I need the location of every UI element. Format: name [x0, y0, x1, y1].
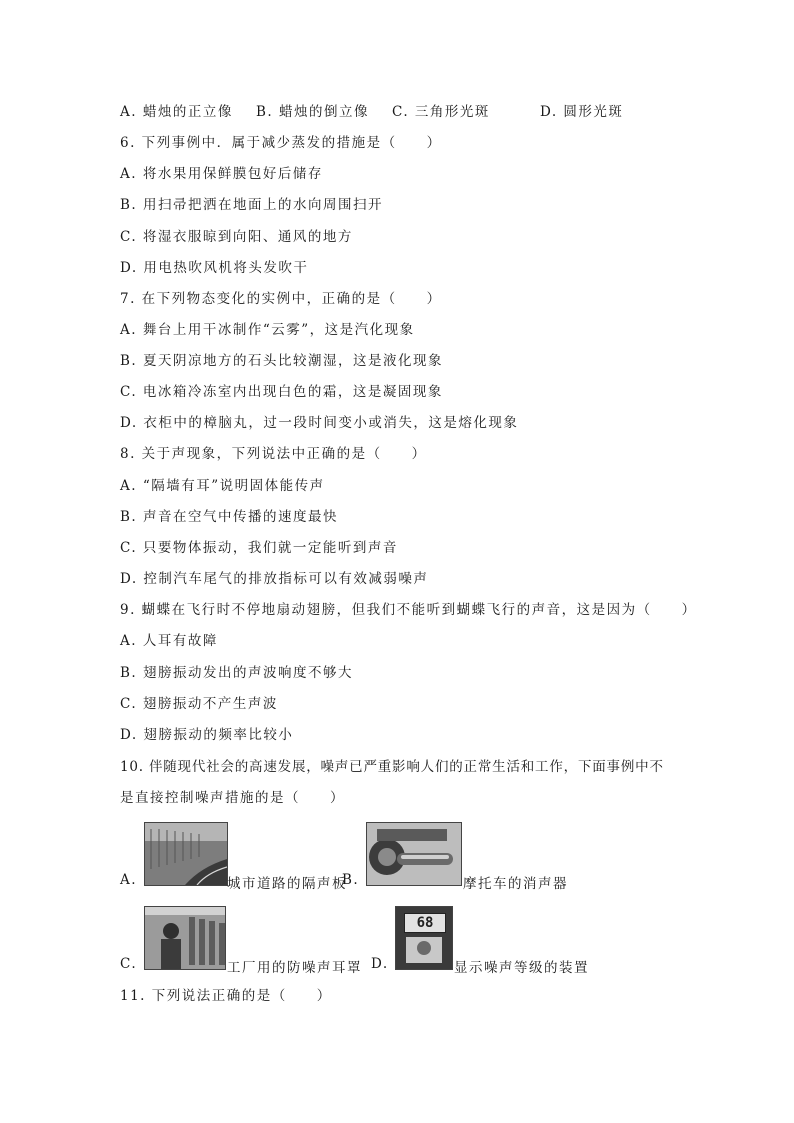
q10-option-b-letter: B.	[342, 872, 360, 888]
q6-option-a: A. 将水果用保鲜膜包好后储存	[120, 166, 323, 182]
q7-option-d: D. 衣柜中的樟脑丸，过一段时间变小或消失，这是熔化现象	[120, 415, 519, 431]
q8-option-b: B. 声音在空气中传播的速度最快	[120, 509, 339, 525]
q8-option-c: C. 只要物体振动，我们就一定能听到声音	[120, 540, 398, 556]
q9-option-a: A. 人耳有故障	[120, 633, 218, 649]
noise-display-photo	[395, 906, 453, 970]
factory-earmuff-image	[145, 907, 225, 969]
q7-stem: 7. 在下列物态变化的实例中，正确的是（ ）	[120, 291, 442, 307]
q10-option-b-caption: 摩托车的消声器	[463, 876, 568, 892]
q5-option-d: D. 圆形光斑	[540, 104, 624, 120]
q10-option-c-letter: C.	[120, 956, 138, 972]
factory-earmuff-photo	[144, 906, 226, 970]
q8-option-a: A. “隔墙有耳”说明固体能传声	[120, 478, 325, 494]
q10-option-d-letter: D.	[371, 956, 389, 972]
motorcycle-muffler-image	[367, 823, 461, 885]
q7-option-a: A. 舞台上用干冰制作“云雾”，这是汽化现象	[120, 322, 415, 338]
road-barrier-photo	[144, 822, 228, 886]
q10-stem-line2: 是直接控制噪声措施的是（ ）	[120, 790, 345, 806]
q8-stem: 8. 关于声现象，下列说法中正确的是（ ）	[120, 446, 427, 462]
q11-stem: 11. 下列说法正确的是（ ）	[120, 988, 332, 1004]
q10-option-d-caption: 显示噪声等级的装置	[454, 960, 589, 976]
noise-display-screen: 68	[404, 913, 446, 933]
q7-option-c: C. 电冰箱冷冻室内出现白色的霜，这是凝固现象	[120, 384, 443, 400]
q9-stem: 9. 蝴蝶在飞行时不停地扇动翅膀，但我们不能听到蝴蝶飞行的声音，这是因为（ ）	[120, 602, 697, 618]
q10-option-a-letter: A.	[120, 872, 138, 888]
q5-option-c: C. 三角形光斑	[392, 104, 490, 120]
q5-option-a: A. 蜡烛的正立像	[120, 104, 233, 120]
speaker-icon	[417, 941, 431, 955]
q6-stem: 6. 下列事例中．属于减少蒸发的措施是（ ）	[120, 135, 442, 151]
motorcycle-muffler-photo	[366, 822, 462, 886]
q9-option-c: C. 翅膀振动不产生声波	[120, 696, 278, 712]
q6-option-b: B. 用扫帚把洒在地面上的水向周围扫开	[120, 197, 384, 213]
q9-option-b: B. 翅膀振动发出的声波响度不够大	[120, 665, 354, 681]
q9-option-d: D. 翅膀振动的频率比较小	[120, 727, 294, 743]
noise-display-panel	[406, 937, 442, 963]
q5-options	[120, 103, 680, 121]
q7-option-b: B. 夏天阴凉地方的石头比较潮湿，这是液化现象	[120, 353, 444, 369]
q6-option-d: D. 用电热吹风机将头发吹干	[120, 260, 309, 276]
q10-option-c-caption: 工厂用的防噪声耳罩	[227, 960, 362, 976]
road-barrier-image	[145, 823, 227, 885]
q8-option-d: D. 控制汽车尾气的排放指标可以有效减弱噪声	[120, 571, 429, 587]
q10-stem-line1: 10. 伴随现代社会的高速发展，噪声已严重影响人们的正常生活和工作，下面事例中不	[120, 759, 664, 775]
q5-option-b: B. 蜡烛的倒立像	[256, 104, 370, 120]
q10-option-a-caption: 城市道路的隔声板	[227, 876, 347, 892]
q6-option-c: C. 将湿衣服晾到向阳、通风的地方	[120, 229, 353, 245]
